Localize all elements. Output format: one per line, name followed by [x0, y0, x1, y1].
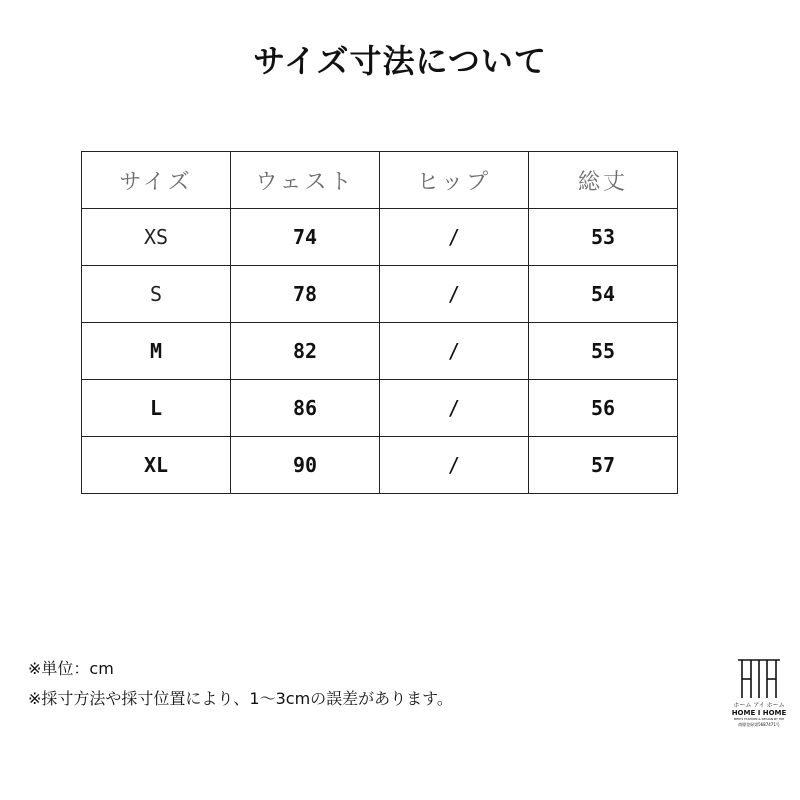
- hip-cell: /: [380, 380, 529, 437]
- hip-cell: /: [380, 266, 529, 323]
- size-cell: XL: [82, 437, 231, 494]
- hih-monogram-icon: [736, 656, 782, 702]
- size-cell: M: [82, 323, 231, 380]
- table-row: [82, 380, 678, 437]
- size-cell: L: [82, 380, 231, 437]
- header-size: サイズ: [82, 152, 231, 209]
- logo-tagline: MEN'S FASHION & DESIGN BY HIH: [733, 717, 785, 721]
- waist-cell: 90: [231, 437, 380, 494]
- table-header-row: [82, 152, 678, 209]
- hip-cell: /: [380, 437, 529, 494]
- length-cell: 57: [529, 437, 678, 494]
- logo-brand: HOME I HOME: [731, 709, 787, 717]
- table-row: [82, 323, 678, 380]
- table-row: [82, 209, 678, 266]
- length-cell: 54: [529, 266, 678, 323]
- header-waist: ウェスト: [231, 152, 380, 209]
- length-cell: 53: [529, 209, 678, 266]
- page-title: サイズ寸法について: [253, 42, 547, 80]
- hip-cell: /: [380, 209, 529, 266]
- size-cell: XS: [82, 209, 231, 266]
- logo-kana: ホーム アイ ホーム: [733, 702, 785, 709]
- header-length: 総丈: [529, 152, 678, 209]
- header-hip: ヒップ: [380, 152, 529, 209]
- waist-cell: 86: [231, 380, 380, 437]
- size-cell: S: [82, 266, 231, 323]
- brand-logo: [728, 656, 790, 736]
- waist-cell: 82: [231, 323, 380, 380]
- waist-cell: 78: [231, 266, 380, 323]
- table-row: [82, 437, 678, 494]
- size-table: [81, 151, 678, 494]
- notes: [28, 654, 453, 714]
- unit-note: ※単位：cm: [28, 659, 114, 678]
- waist-cell: 74: [231, 209, 380, 266]
- table-row: [82, 266, 678, 323]
- logo-registration: 商標登録第5687471号: [738, 722, 780, 727]
- hip-cell: /: [380, 323, 529, 380]
- length-cell: 55: [529, 323, 678, 380]
- length-cell: 56: [529, 380, 678, 437]
- error-note: ※採寸方法や採寸位置により、1～3cmの誤差があります。: [28, 689, 453, 708]
